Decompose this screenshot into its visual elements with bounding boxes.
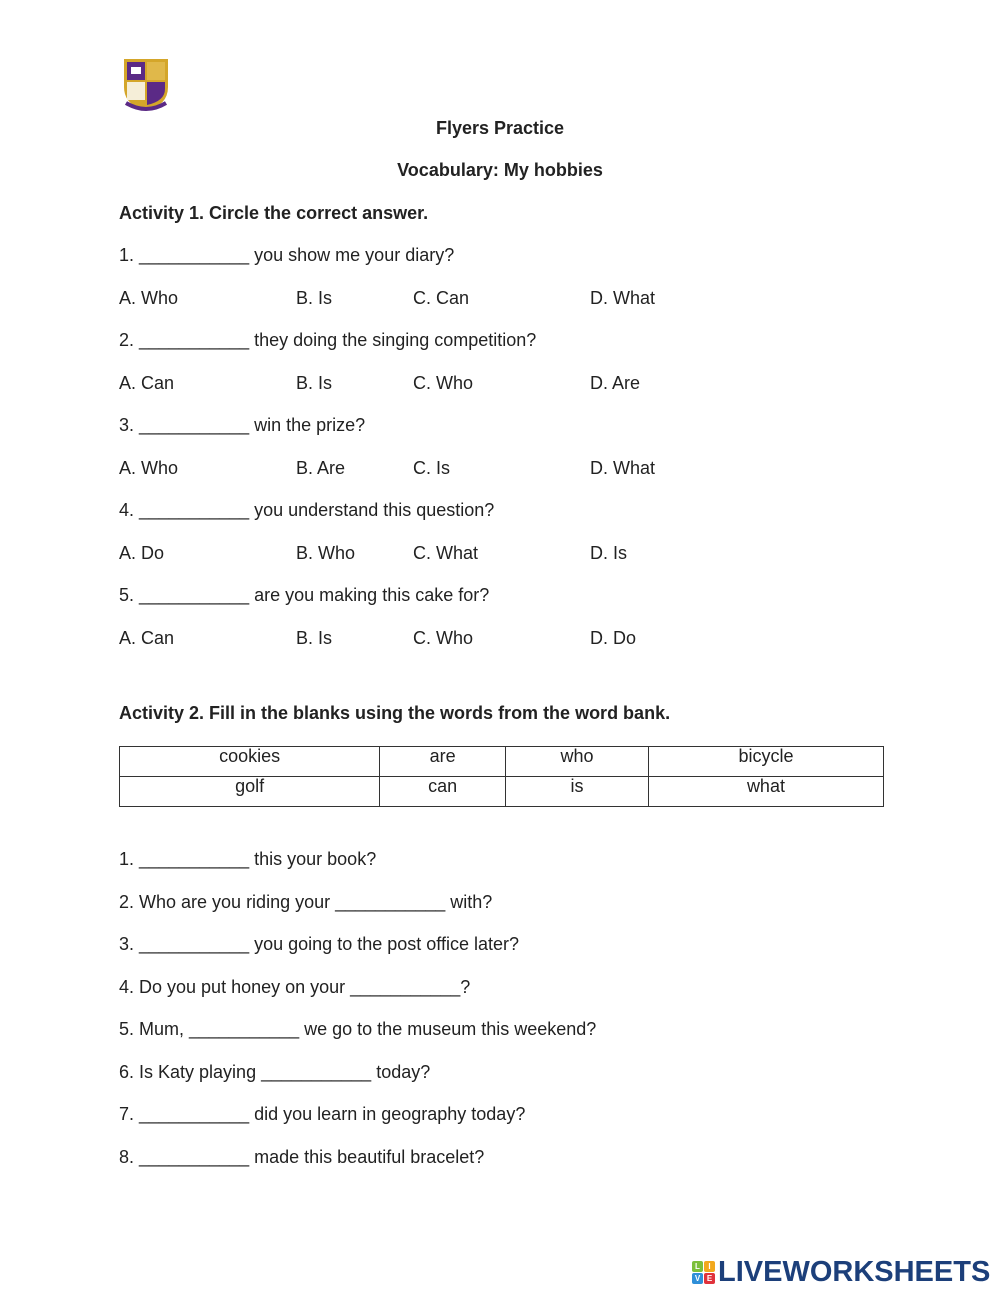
word-bank-cell: who — [506, 747, 649, 777]
answer-option[interactable]: C. What — [413, 543, 479, 563]
school-crest-logo — [120, 57, 172, 113]
word-bank-cell: what — [648, 777, 883, 807]
question-text: 3. ___________ win the prize? — [119, 415, 366, 435]
answer-option[interactable]: B. Is — [296, 628, 333, 648]
fill-blank-question: 3. ___________ you going to the post office later? — [119, 934, 519, 954]
word-bank-cell: are — [380, 747, 506, 777]
tile-e: E — [704, 1273, 715, 1284]
fill-blank-question: 8. ___________ made this beautiful bracelet? — [119, 1146, 485, 1167]
fill-blank-question: 2. Who are you riding your ___________ with? — [119, 891, 493, 912]
answer-option[interactable]: C. Is — [413, 458, 451, 478]
question-text: 1. ___________ you show me your diary? — [119, 245, 455, 265]
question-text: 5. ___________ are you making this cake for? — [119, 585, 490, 605]
word-bank-cell: can — [380, 777, 506, 807]
word-bank-table — [119, 746, 884, 807]
answer-option[interactable]: D. Are — [590, 373, 641, 393]
logo-tiles-icon — [692, 1261, 715, 1284]
fill-blank-question: 4. Do you put honey on your ___________? — [119, 976, 471, 997]
answer-option[interactable]: A. Can — [119, 628, 175, 648]
answer-option[interactable]: B. Are — [296, 458, 346, 478]
word-bank-cell: golf — [120, 777, 380, 807]
fill-blank-question: 1. ___________ this your book? — [119, 849, 377, 869]
fill-blank-question: 7. ___________ did you learn in geography today? — [119, 1104, 526, 1124]
question-text: 2. ___________ they doing the singing competition? — [119, 330, 537, 350]
fill-blank-question: 5. Mum, ___________ we go to the museum this weekend? — [119, 1019, 597, 1039]
answer-option[interactable]: A. Who — [119, 288, 179, 308]
word-bank-cell: cookies — [120, 747, 380, 777]
answer-option[interactable]: B. Who — [296, 543, 356, 563]
answer-option[interactable]: A. Who — [119, 458, 179, 478]
answer-option[interactable]: A. Do — [119, 543, 165, 563]
answer-option[interactable]: D. Is — [590, 543, 628, 563]
worksheet-title: Flyers Practice — [435, 118, 565, 138]
word-bank-cell: is — [506, 777, 649, 807]
tile-i: I — [704, 1261, 715, 1272]
answer-option[interactable]: D. Do — [590, 628, 637, 648]
tile-l: L — [692, 1261, 703, 1272]
answer-option[interactable]: B. Is — [296, 288, 333, 308]
fill-blank-question: 6. Is Katy playing ___________ today? — [119, 1061, 431, 1082]
answer-option[interactable]: C. Can — [413, 288, 470, 308]
word-bank-row — [120, 747, 884, 777]
answer-option[interactable]: B. Is — [296, 373, 333, 393]
activity1-heading: Activity 1. Circle the correct answer. — [119, 203, 429, 223]
activity2-heading: Activity 2. Fill in the blanks using the words from the word bank. — [119, 703, 671, 723]
answer-option[interactable]: C. Who — [413, 373, 474, 393]
word-bank-cell: bicycle — [648, 747, 883, 777]
answer-option[interactable]: D. What — [590, 288, 656, 308]
answer-option[interactable]: C. Who — [413, 628, 474, 648]
worksheet-subtitle: Vocabulary: My hobbies — [397, 160, 603, 180]
answer-option[interactable]: D. What — [590, 458, 656, 478]
tile-v: V — [692, 1273, 703, 1284]
question-text: 4. ___________ you understand this question? — [119, 500, 495, 520]
answer-option[interactable]: A. Can — [119, 373, 175, 393]
word-bank-row — [120, 777, 884, 807]
brand-name: LIVEWORKSHEETS — [718, 1256, 991, 1288]
liveworksheets-logo — [692, 1256, 990, 1289]
